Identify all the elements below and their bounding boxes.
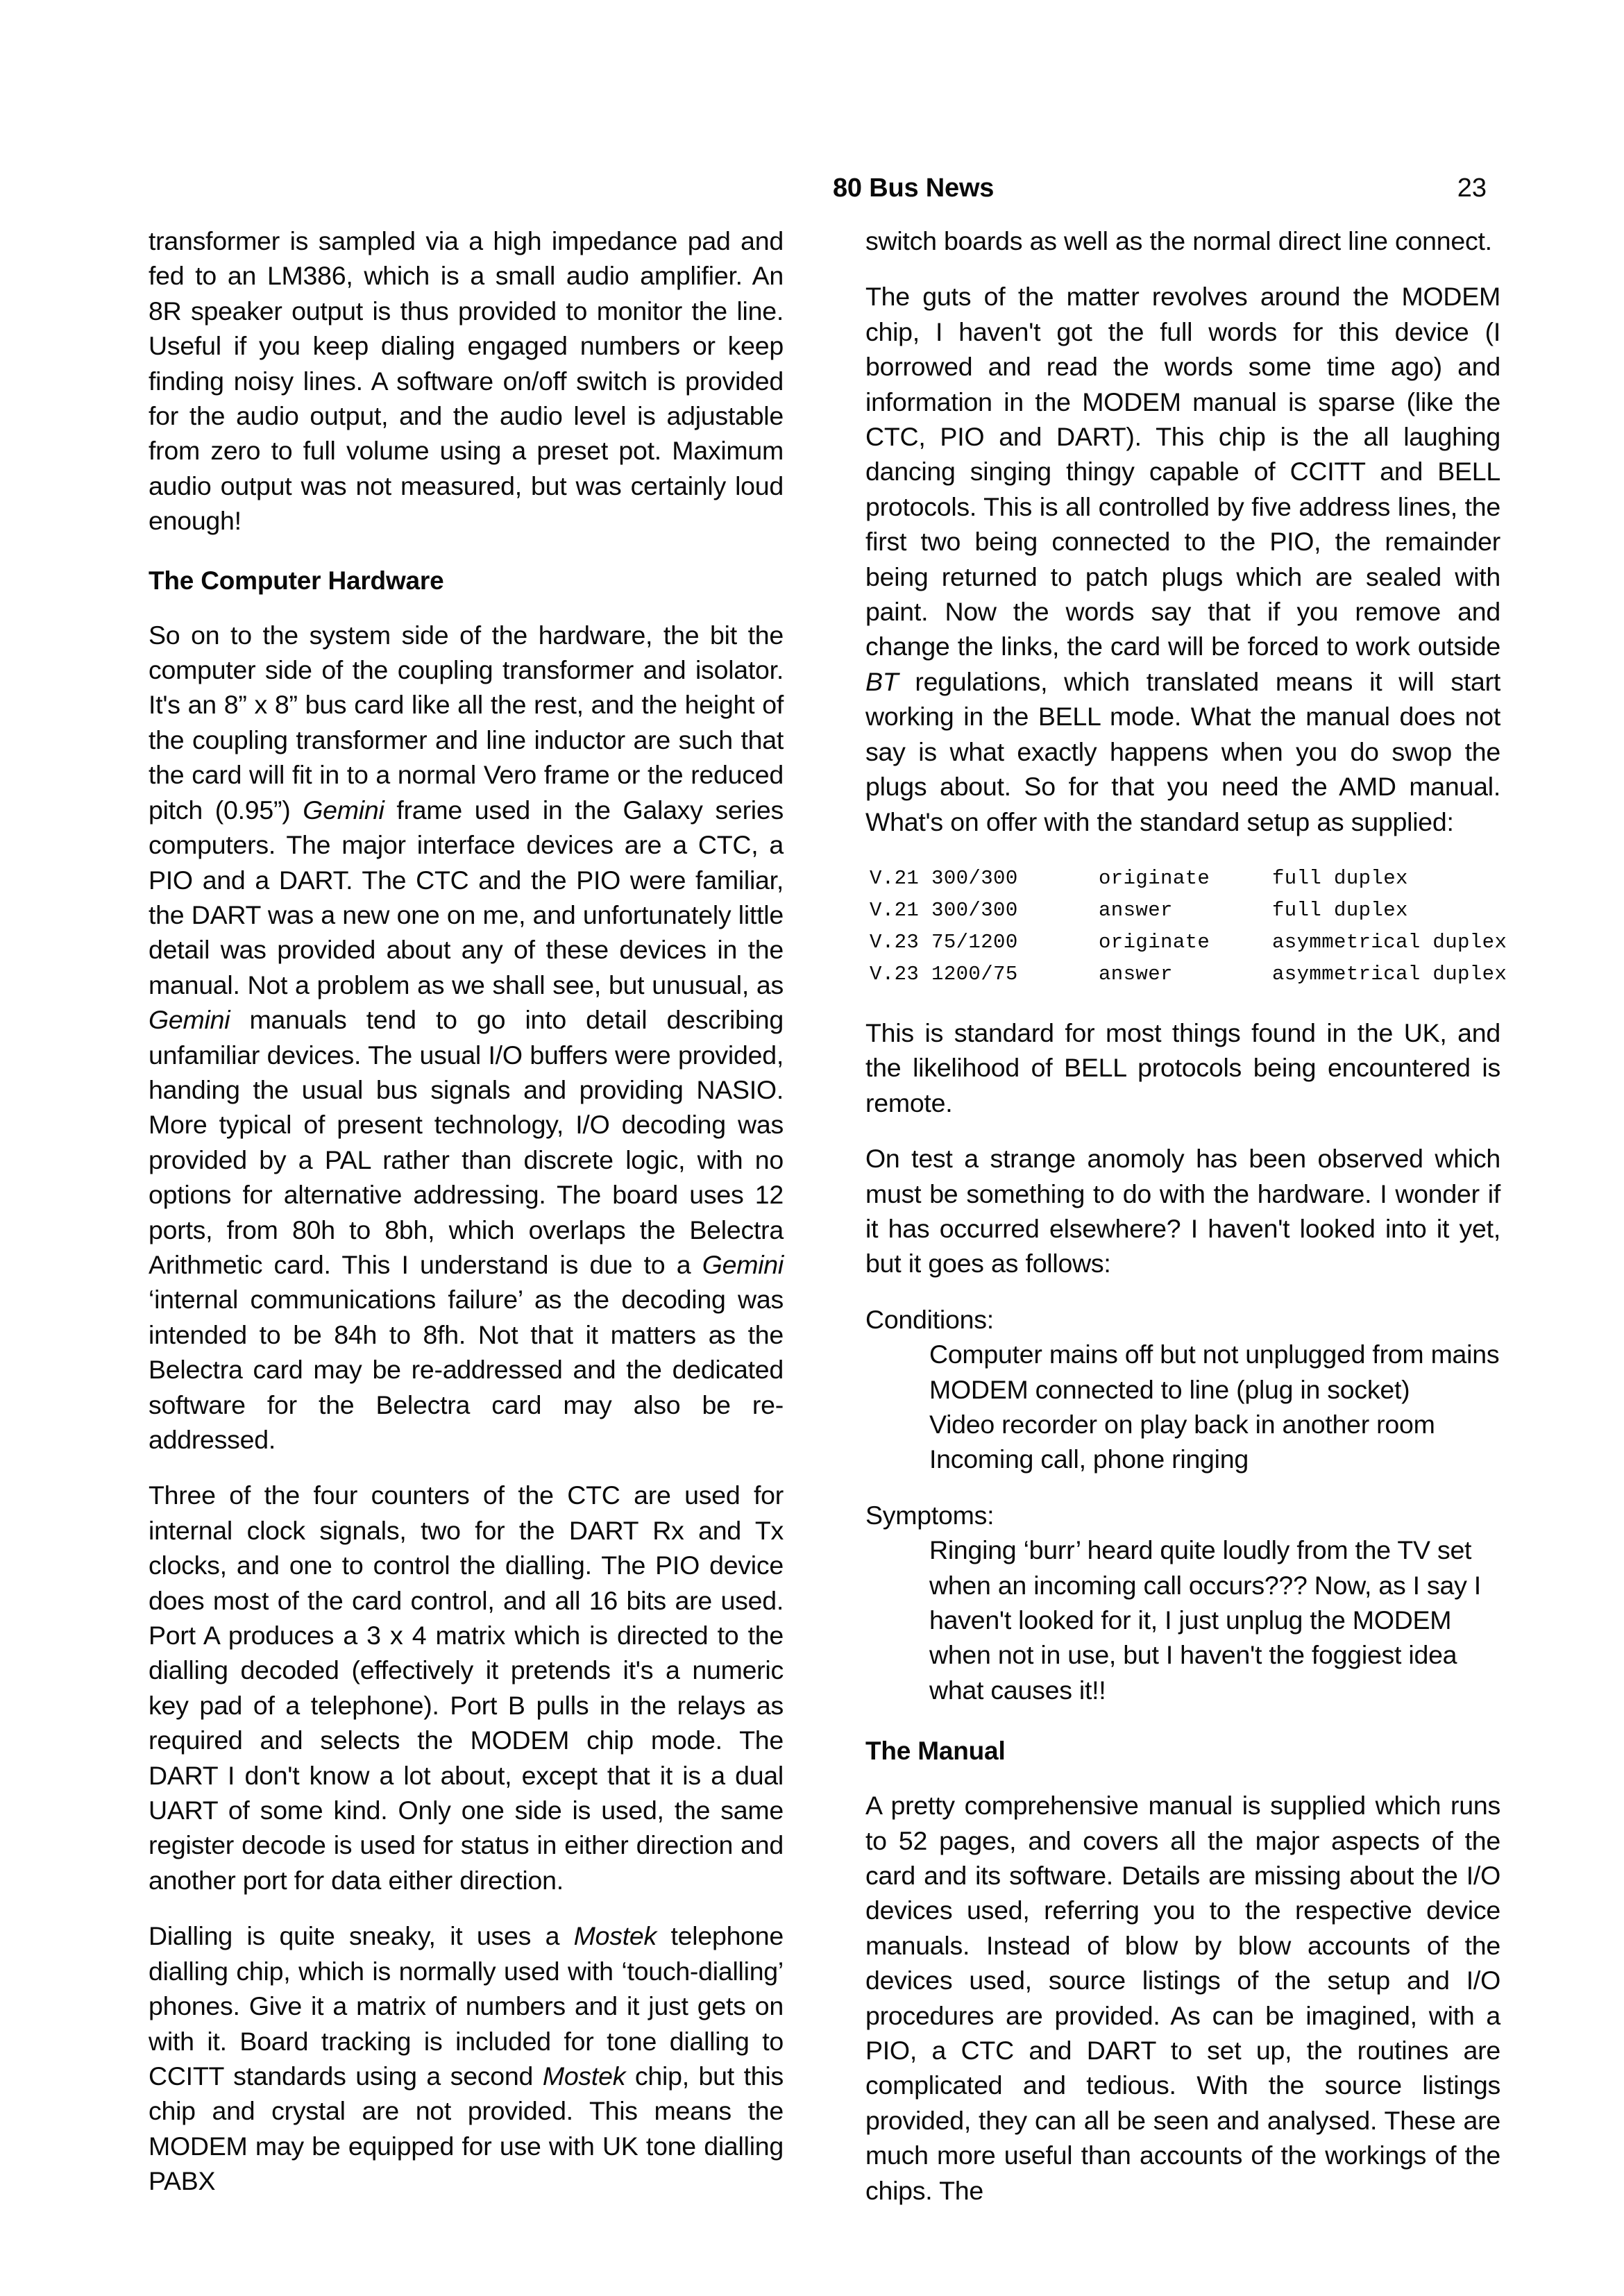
symptoms-list xyxy=(865,1533,1500,1707)
symptoms-block xyxy=(865,1498,1500,1707)
cell-role: originate xyxy=(1099,930,1210,954)
heading-the-computer-hardware: The Computer Hardware xyxy=(149,566,444,595)
conditions-block xyxy=(865,1302,1500,1477)
paragraph-ctc-pio-dart: Three of the four counters of the CTC are used for internal clock signals, two for the DART Rx and Tx clocks, and one to control the dialling. The PIO device does most of the card control, and all 16 bits are used. Port A produces a 3 x 4 matrix which is directed to the dialling decoded (effectively it pretends it's a numeric key pad of a telephone). Port B pulls in the relays as required and selects the MODEM chip mode. The DART I don't know a lot about, except that it is a dual UART of some kind. Only one side is used, the same register decode is used for status in either direction and another port for data either direction. xyxy=(149,1480,784,1895)
text-run: regulations, which translated means it will start working in the BELL mode. What the manual does not say is what exactly happens when you do swop the plugs about. So for that you need the AMD manual. What's on offer with the standard setup as supplied: xyxy=(865,666,1500,836)
text-run: The guts of the matter revolves around the MODEM chip, I haven't got the full words for this device (I borrowed and read the words some time ago) and information in the MODEM manual is sparse (like the CTC, PIO and DART). This chip is the all laughing dancing singing thingy capable of CCITT and BELL protocols. This is all controlled by five address lines, the first two being connected to the PIO, the remainder being returned to patch plugs which are sealed with paint. Now the words say that if you remove and change the links, the card will be forced to work outside xyxy=(865,282,1500,661)
emphasis-mostek-1: Mostek xyxy=(573,1921,657,1951)
paragraph-hardware-overview xyxy=(149,618,784,1458)
emphasis-gemini-2: Gemini xyxy=(149,1005,230,1035)
publication-title: 80 Bus News xyxy=(833,174,995,203)
emphasis-bt: BT xyxy=(865,666,899,696)
cell-mode: V.21 300/300 xyxy=(870,866,1018,890)
list-item: MODEM connected to line (plug in socket) xyxy=(929,1374,1410,1404)
paragraph-modem-chip xyxy=(865,279,1500,839)
list-item: Ringing ‘burr’ heard quite loudly from the TV set when an incoming call occurs??? Now, as I say I haven't looked for it, I just unplug the MODEM when not in use, but I haven't the foggiest idea what causes it!! xyxy=(929,1535,1481,1705)
right-column xyxy=(865,223,1507,2205)
cell-mode: V.23 75/1200 xyxy=(870,930,1018,954)
paragraph-audio-amplifier: transformer is sampled via a high impedance pad and fed to an LM386, which is a small audio amplifier. An 8R speaker output is thus provided to monitor the line. Useful if you keep dialing engaged numbers or keep finding noisy lines. A software on/off switch is provided for the audio output, and the audio level is adjustable from zero to full volume using a preset pot. Maximum audio output was not measured, but was certainly loud enough! xyxy=(149,226,784,536)
table-row xyxy=(870,863,1500,895)
heading-the-manual: The Manual xyxy=(865,1737,1006,1766)
paragraph-uk-standard: This is standard for most things found in the UK, and the likelihood of BELL protocols being encountered is remote. xyxy=(865,1018,1500,1117)
cell-mode: V.23 1200/75 xyxy=(870,962,1018,986)
page-number: 23 xyxy=(1457,174,1487,203)
emphasis-gemini-1: Gemini xyxy=(303,795,384,825)
text-run: chip, but this chip and crystal are not provided. This means the MODEM may be equipped for use with UK tone dialling PABX xyxy=(149,2061,784,2196)
text-run: frame used in the Galaxy series computers. The major interface devices are a CTC, a PIO and a DART. The CTC and the PIO were familiar, the DART was a new one on me, and unfortunately little detail was provided about any of these devices in the manual. Not a problem as we shall see, but unusual, as xyxy=(149,795,784,999)
cell-duplex: asymmetrical duplex xyxy=(1272,930,1507,954)
text-run: manuals tend to go into detail describing unfamiliar devices. The usual I/O buffers were provided, handing the usual bus signals and providing NASIO. More typical of present technology, I/O decoding was provided by a PAL rather than discrete logic, with no options for alternative addressing. The board uses 12 ports, from 80h to 8bh, which overlaps the Belectra Arithmetic card. This I understand is due to a xyxy=(149,1005,784,1279)
cell-mode: V.21 300/300 xyxy=(870,898,1018,922)
article-body xyxy=(149,223,1507,2205)
text-run: telephone dialling chip, which is normally used with ‘touch-dialling’ phones. Give it a matrix of numbers and it just gets on with it. Board tracking is included for tone dialling to CCITT standards using a second xyxy=(149,1921,784,2091)
list-item: Computer mains off but not unplugged from mains xyxy=(929,1340,1500,1369)
list-item: Video recorder on play back in another room xyxy=(929,1409,1435,1439)
text-run: So on to the system side of the hardware, the bit the computer side of the coupling transformer and isolator. It's an 8” x 8” bus card like all the rest, and the height of the coupling transformer and line inductor are such that the card will fit in to a normal Vero frame or the reduced pitch (0.95”) xyxy=(149,620,784,825)
text-run: Dialling is quite sneaky, it uses a xyxy=(149,1921,574,1951)
list-item: Incoming call, phone ringing xyxy=(929,1444,1249,1474)
conditions-list xyxy=(865,1337,1500,1477)
paragraph-anomoly: On test a strange anomoly has been observed which must be something to do with the hardware. I wonder if it has occurred elsewhere? I haven't looked into it yet, but it goes as follows: xyxy=(865,1144,1500,1278)
cell-role: answer xyxy=(1099,898,1173,922)
emphasis-mostek-2: Mostek xyxy=(542,2061,626,2091)
cell-role: answer xyxy=(1099,962,1173,986)
running-head xyxy=(833,174,1499,203)
symptoms-label: Symptoms: xyxy=(865,1500,995,1530)
paragraph-manual-description: A pretty comprehensive manual is supplied which runs to 52 pages, and covers all the major aspects of the card and its software. Details are missing about the I/O devices used, referring you to the respective device manuals. Instead of blow by blow accounts of the devices used, source listings of the setup and I/O procedures are provided. As can be imagined, with a PIO, a CTC and DART to set up, the routines are complicated and tedious. With the source listings provided, they can all be seen and analysed. These are much more useful than accounts of the workings of the chips. The xyxy=(865,1791,1500,2205)
table-row xyxy=(870,927,1507,959)
conditions-label: Conditions: xyxy=(865,1304,994,1334)
emphasis-gemini-3: Gemini xyxy=(702,1249,784,1279)
table-row xyxy=(870,895,1500,927)
cell-role: originate xyxy=(1099,866,1210,890)
cell-duplex: asymmetrical duplex xyxy=(1272,962,1507,986)
paragraph-switch-boards: switch boards as well as the normal direct line connect. xyxy=(865,226,1492,255)
left-column xyxy=(149,223,784,2196)
table-row xyxy=(870,959,1507,990)
cell-duplex: full duplex xyxy=(1272,898,1408,922)
paragraph-dialling-chip xyxy=(149,1918,784,2198)
text-run: ‘internal communications failure’ as the decoding was intended to be 84h to 8fh. Not that it matters as the Belectra card may be re-addressed and the dedicated software for the Belectra card may also be re-addressed. xyxy=(149,1285,784,1454)
cell-duplex: full duplex xyxy=(1272,866,1408,890)
modem-standards-table xyxy=(865,863,1507,990)
